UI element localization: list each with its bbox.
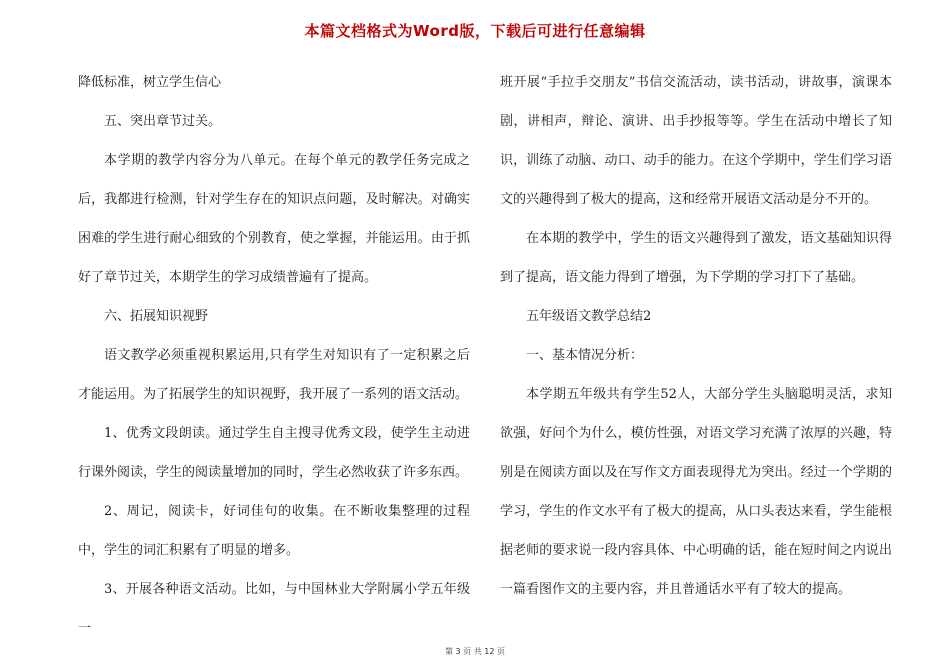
- paragraph: 2、周记，阅读卡，好词佳句的收集。在不断收集整理的过程中，学生的词汇积累有了明显的增多。: [78, 504, 470, 558]
- paragraph: 五年级语文教学总结2: [526, 309, 652, 324]
- paragraph: 六、拓展知识视野: [104, 309, 209, 324]
- download-banner: 本篇文档格式为Word版，下载后可进行任意编辑: [304, 22, 646, 40]
- page-number-footer: 第 3 页 共 12 页: [445, 647, 505, 656]
- paragraph: 五、突出章节过关。: [104, 114, 222, 129]
- paragraph: 本学期的教学内容分为八单元。在每个单元的教学任务完成之后，我都进行检测，针对学生存在的知识点问题，及时解决。对确实困难的学生进行耐心细致的个别教育，使之掌握，并能运用。由于抓好了章节过关，本期学生的学习成绩普遍有了提高。: [78, 153, 470, 285]
- paragraph: 1、优秀文段朗读。通过学生自主搜寻优秀文段，使学生主动进行课外阅读，学生的阅读量增加的同时，学生必然收获了许多东西。: [78, 426, 470, 480]
- left-column: [78, 63, 470, 648]
- paragraph: 3、开展各种语文活动。比如，与中国林业大学附属小学五年级一: [78, 582, 470, 636]
- paragraph: 语文教学必须重视积累运用,只有学生对知识有了一定积累之后才能运用。为了拓展学生的知识视野，我开展了一系列的语文活动。: [78, 348, 470, 402]
- paragraph: 班开展“手拉手交朋友”书信交流活动，读书活动，讲故事，演课本剧，讲相声，辩论、演讲、出手抄报等等。学生在活动中增长了知识，训练了动脑、动口、动手的能力。在这个学期中，学生们学习语文的兴趣得到了极大的提高，这和经常开展语文活动是分不开的。: [500, 75, 892, 207]
- paragraph: 降低标准，树立学生信心: [78, 75, 222, 90]
- paragraph: 本学期五年级共有学生52人，大部分学生头脑聪明灵活，求知欲强，好问个为什么，模仿性强，对语文学习充满了浓厚的兴趣，特别是在阅读方面以及在写作文方面表现得尤为突出。经过一个学期的学习，学生的作文水平有了极大的提高，从口头表达来看，学生能根据老师的要求说一段内容具体、中心明确的话，能在短时间之内说出一篇看图作文的主要内容，并且普通话水平有了较大的提高。: [500, 387, 892, 597]
- paragraph: 在本期的教学中，学生的语文兴趣得到了激发，语文基础知识得到了提高，语文能力得到了增强，为下学期的学习打下了基础。: [500, 231, 892, 285]
- paragraph: 一、基本情况分析：: [526, 348, 644, 363]
- right-column: [500, 63, 892, 609]
